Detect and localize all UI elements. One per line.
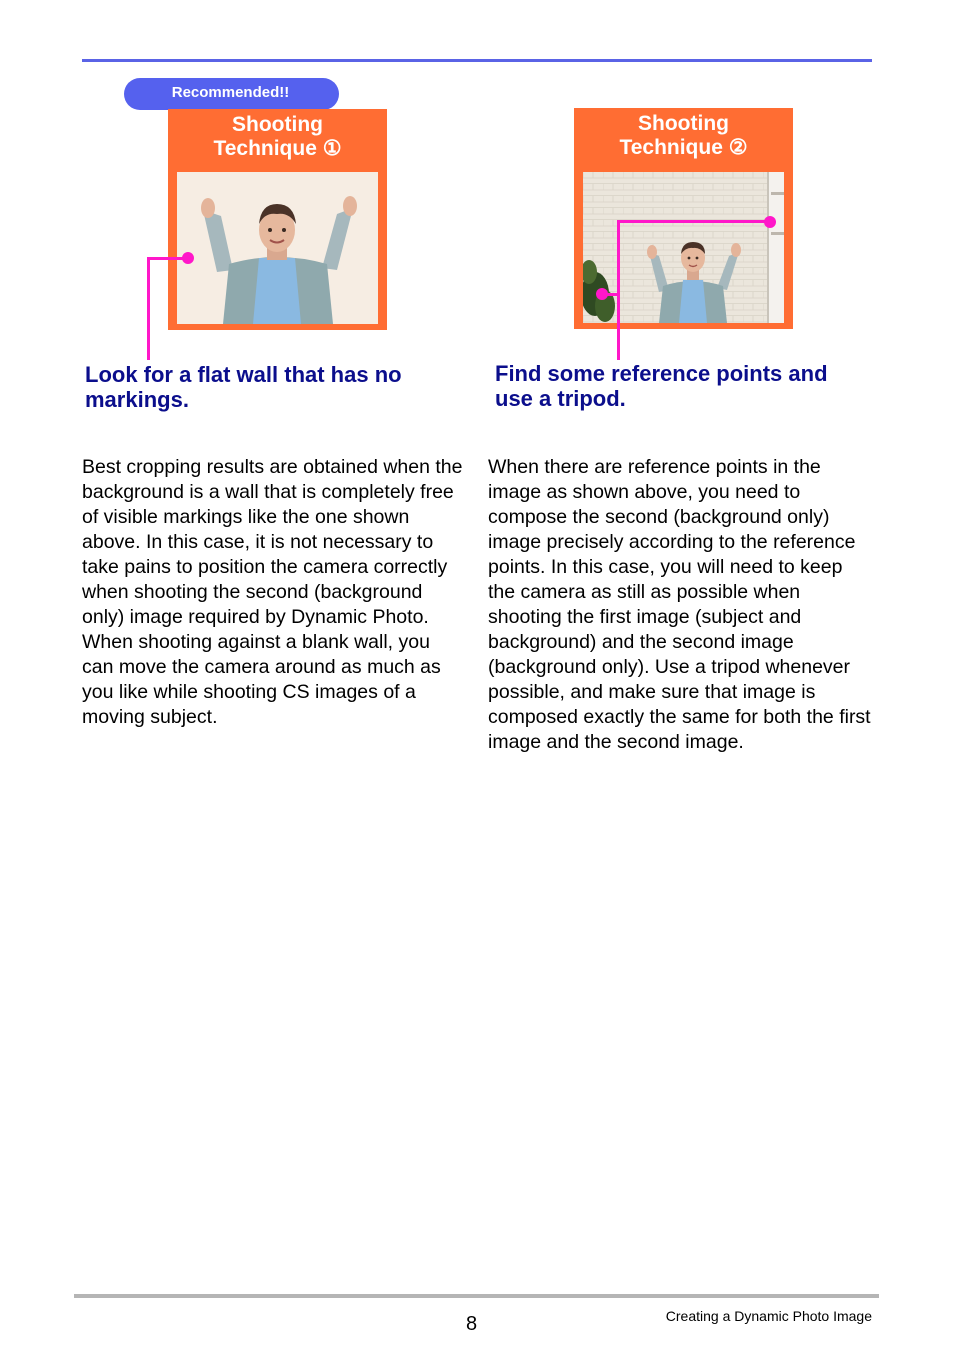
footer-section-title: Creating a Dynamic Photo Image bbox=[665, 1308, 872, 1324]
child-on-plain-wall-image bbox=[177, 172, 378, 324]
technique-2-body: When there are reference points in the image as shown above, you need to compose the second (background only) image precisely according to the reference points. In this case, you will need to keep the camera as still as possible when shooting the first image (subject and background) and the second image (background only). Use a tripod whenever possible, and make sure that image is composed exactly the same for both the first image and the second image. bbox=[488, 456, 871, 753]
technique-2-photo bbox=[583, 172, 784, 323]
technique-1-title-line2: Technique ① bbox=[213, 137, 342, 160]
pointer-line-2-vertical bbox=[617, 220, 620, 360]
pointer-line-2-top bbox=[617, 220, 770, 223]
technique-2-title-line2: Technique ② bbox=[619, 136, 748, 159]
technique-1-caption: Look for a flat wall that has no markings. bbox=[85, 362, 402, 412]
pointer-line-1-vertical bbox=[147, 258, 150, 360]
child-with-reference-points-image bbox=[583, 172, 784, 323]
pointer-dot-2-bottom bbox=[596, 288, 608, 300]
recommended-badge: Recommended!! bbox=[124, 78, 339, 110]
technique-1-title-line1: Shooting bbox=[232, 113, 323, 136]
technique-2-caption: Find some reference points and use a tripod. bbox=[495, 361, 828, 411]
technique-1-photo bbox=[177, 172, 378, 324]
technique-1-card bbox=[168, 109, 387, 330]
pointer-dot-2-top bbox=[764, 216, 776, 228]
bottom-rule bbox=[74, 1294, 879, 1298]
technique-1-title bbox=[168, 113, 387, 161]
pointer-dot-1 bbox=[182, 252, 194, 264]
top-rule bbox=[82, 59, 872, 62]
technique-2-title-line1: Shooting bbox=[638, 112, 729, 135]
technique-1-body: Best cropping results are obtained when the background is a wall that is completely free of visible markings like the one shown above. In this case, it is not necessary to take pains to position the camera correctly when shooting the second (background only) image required by Dynamic Photo. When shooting against a blank wall, you can move the camera around as much as you like while shooting CS images of a moving subject. bbox=[82, 456, 463, 728]
page-number: 8 bbox=[466, 1313, 478, 1335]
technique-2-title bbox=[574, 112, 793, 160]
